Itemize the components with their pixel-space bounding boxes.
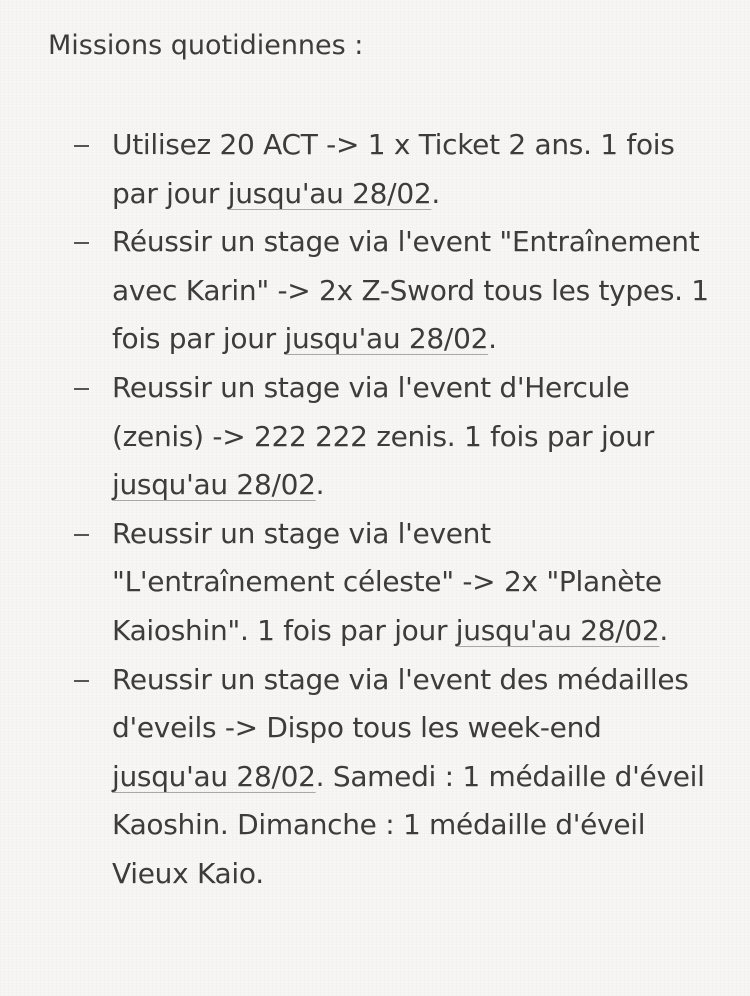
- date-link[interactable]: jusqu'au 28/02: [284, 322, 489, 356]
- bullet-dash-icon: [74, 680, 89, 682]
- mission-text-end: .: [431, 176, 440, 210]
- mission-text: Reussir un stage via l'event des médailles d'eveils -> Dispo tous les week-end: [112, 662, 689, 745]
- mission-item: [0, 364, 750, 510]
- mission-text: Reussir un stage via l'event d'Hercule (zenis) -> 222 222 zenis. 1 fois par jour: [112, 370, 654, 453]
- mission-item: [0, 510, 750, 656]
- mission-item: [0, 121, 750, 218]
- mission-text-end: .: [488, 322, 497, 356]
- bullet-dash-icon: [74, 242, 89, 244]
- mission-list: [0, 121, 750, 899]
- note-heading: Missions quotidiennes :: [48, 30, 364, 61]
- bullet-dash-icon: [74, 388, 89, 390]
- mission-text: Reussir un stage via l'event "L'entraînement céleste" -> 2x "Planète Kaioshin". 1 fois par jour: [112, 516, 662, 647]
- date-link[interactable]: jusqu'au 28/02: [112, 759, 316, 793]
- bullet-dash-icon: [74, 534, 89, 536]
- mission-text-end: . Samedi : 1 médaille d'éveil Kaoshin. Dimanche : 1 médaille d'éveil Vieux Kaio.: [112, 759, 705, 890]
- mission-text-end: .: [315, 468, 325, 502]
- mission-item: [0, 656, 750, 899]
- date-link[interactable]: jusqu'au 28/02: [112, 468, 316, 502]
- mission-item: [0, 218, 750, 364]
- date-link[interactable]: jusqu'au 28/02: [227, 176, 432, 210]
- mission-text-end: .: [659, 613, 669, 647]
- mission-text: Utilisez 20 ACT -> 1 x Ticket 2 ans. 1 fois par jour: [112, 128, 675, 210]
- mission-text: Réussir un stage via l'event "Entraînement avec Karin" -> 2x Z-Sword tous les types. 1 fois par jour: [112, 225, 709, 356]
- bullet-dash-icon: [74, 145, 89, 147]
- date-link[interactable]: jusqu'au 28/02: [455, 613, 660, 647]
